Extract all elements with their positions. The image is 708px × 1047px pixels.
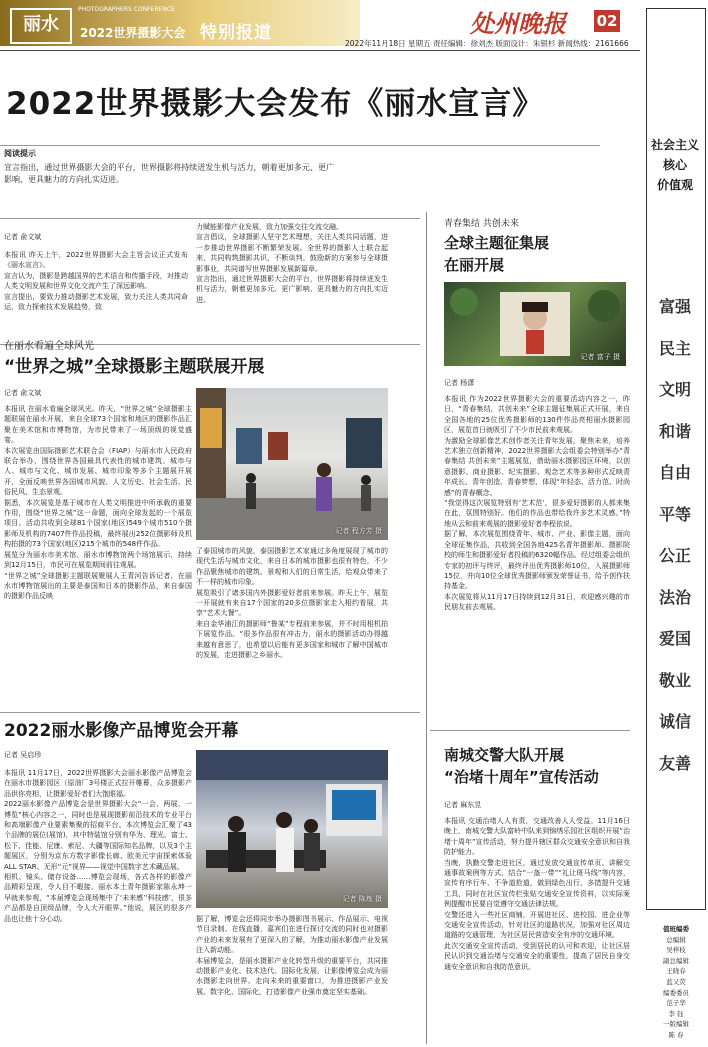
staff-line: 王晓春 bbox=[666, 967, 686, 976]
value-item: 诚信 bbox=[658, 712, 691, 731]
expo-photo-art bbox=[196, 750, 388, 908]
article2-col1: 本报讯 在丽水看遍全球风光。昨天，“世界之城”全球摄影主题联展在丽水开展，来自全球73个国家和地区的摄影作品汇聚在美术馆和市博物馆，为市民带来了一场顶级的视觉盛宴。 本次展览由国际摄影艺术联合会（FIAP）与丽水市人民政府联合举办，围绕世界各国最具代表性的城市建筑、城市与人、城市与文化、城市发展、城市印象等多个主题展开展开，全面反映世界各国城市风貌、人文历史、社会生活、民俗民风、生态景观。 据悉，本次展览是基于城市在人类文明推进中所承载的重要作用，围绕“世界之城”这一命题，面向全球发起的一个展览项目。活动共收到全球81个国家(地区)549个城市510个摄影师及机构的7407件作品投稿，最终展出252位摄影师及机构拍摄的73个国家(地区)215个城市的548件作品。 展览分为丽水市美术馆、丽水市博物馆两个场馆展示，持续到12月15日，市民可在展览期间前往观展。 “世界之城”全球摄影主题联展聚展人王青河告诉记者，在丽水市博物馆展出的主要是泰国和日本的摄影作品，来自泰国的摄影作品反映 bbox=[4, 405, 192, 601]
article5-byline: 记者 麻东昱 bbox=[444, 801, 482, 809]
photo1-credit: 记者 程方芳 摄 bbox=[335, 527, 382, 535]
staff-box bbox=[650, 924, 702, 1041]
article3-title: 2022丽水影像产品博览会开幕 bbox=[4, 721, 239, 741]
value-item: 富强 bbox=[658, 297, 691, 316]
value-item: 公正 bbox=[658, 546, 691, 565]
staff-line: 陈 春 bbox=[668, 1030, 684, 1039]
staff-line: 蓝又荧 bbox=[666, 977, 686, 986]
expo-photo bbox=[196, 750, 388, 908]
main-headline: 2022世界摄影大会发布《丽水宣言》 bbox=[6, 86, 545, 122]
photo3-credit: 记者 陈炼 摄 bbox=[342, 895, 382, 903]
values-heading-line2: 核心 bbox=[662, 158, 687, 172]
portrait-photo bbox=[444, 282, 626, 366]
article4-title-line1: 全球主题征集展 bbox=[444, 234, 550, 252]
value-item: 法治 bbox=[658, 587, 691, 607]
exhibition-photo-art bbox=[196, 388, 388, 540]
article5-text: 本报讯 交通治堵人人有责，交通改善人人受益。11月16日晚上，南城交警大队富岭中队来到锦绣乐园社区组织开展“治堵十周年”宣传活动，努力提升辖区群众交通安全意识和自我防护能力。 当晚，执勤交警走进社区，通过发放交通宣传单页、讲解交通事故案例等方式，结合“一盔一带”“礼让斑马线”等内容，宣传有序行车、不争道抢道，做到绿色出行，多措提升交通工具，同时在社区宣传栏张贴交通安全宣传资料，以实际案例提醒市民要自觉遵守交通法律法规。 交警还进入一些社区商铺，开展进社区、进校园、进企业等交通安全宣传活动，针对社区的道路状况，加强对社区周边道路的交通管理，为社区居民营造安全有序的交通环境。 此次交通安全宣传活动，受到居民的认可和欢迎，让社区居民认识到交通治堵与交通安全的重要性，提高了居民自身交通安全意识和自我防范意识。 bbox=[444, 817, 630, 971]
article2-kicker: 在丽水看遍全球风光 bbox=[4, 341, 94, 352]
values-list bbox=[646, 286, 704, 784]
value-item: 敬业 bbox=[658, 670, 691, 690]
page-number: 02 bbox=[594, 10, 620, 32]
values-heading-line1: 社会主义 bbox=[650, 138, 699, 152]
paper-name: 处州晚报 bbox=[470, 9, 566, 38]
article4-byline: 记者 杨潇 bbox=[444, 379, 475, 387]
value-item: 平等 bbox=[658, 504, 691, 524]
staff-line: 总编辑 bbox=[666, 935, 686, 944]
article4-title-line2: 在丽开展 bbox=[444, 256, 505, 274]
staff-line: 一版编辑 bbox=[663, 1020, 689, 1029]
article3-col2: 据了解，博览会还将同步举办摄影图书展示、作品展示、电视节目录制、在线直播，嘉宾们在进行探讨交流的同时也对摄影产业的未来发展有了更深入的了解，为推动丽水影像产业发展注入新动能。 本届博览会，是丽水摄影产业化转型升级的重要平台，共同推动摄影产业化、技术迭代、国际化发展，让影像博览会成为丽水摄影走向世界、走向未来的重要窗口，为推进摄影产业发展、数字化、国际化，打造影像产业强市奠定坚实基础。 bbox=[196, 915, 388, 996]
reading-text: 宣言指出，通过世界摄影大会的平台，世界摄影将持续迸发生机与活力，朝着更加多元、更广影响、更具魅力的方向扎实迈进。 bbox=[4, 163, 334, 184]
header-info: 2022年11月18日 星期五 责任编辑：徐刘杰 版面设计：朱银杉 新闻热线：2161666 bbox=[345, 39, 629, 48]
article3-col1: 本报讯 11月17日，2022世界摄影大会丽水影像产品博览会在丽水市摄影园区（原油厂3号楼正式拉开帷幕，众多摄影产品供你亮相，让摄影爱好者们大饱眼福。 2022丽水影像产品博览会是世界摄影大会“一会、两展、一博览”核心内容之一，同时也是展现摄影前沿技术的专业平台和高端影像产业要素集聚的招商平台。本次博览会汇聚了43个品牌的展位(展馆)，其中特装馆分别有华为、理光、富士、松下、佳能、尼康、索尼、大疆等国际知名品牌，以及3个主题展区，分别为京东方数字影像长廊、欧美元宇宙探索体验 ALL STAR、无形“元”视界——视觉中国数字艺术藏品展。 相机、镜头、储存设备……博览会现场，各式各样的影像产品精彩呈现，令人目不暇接。丽水本土青年摄影家陈永坤一早就来参观，“本届博览会现场集中了‘未来感’‘科技感’，很多产品都是自顶级品牌，令人大开眼界。”他说，展区的很多产品也让他十分心动。 bbox=[4, 769, 192, 923]
value-item: 民主 bbox=[658, 338, 691, 358]
article5-title-line2: “治堵十周年”宣传活动 bbox=[444, 768, 599, 786]
article4-text: 本报讯 作为2022世界摄影大会的重要活动内容之一，昨日，“青春集结，共创未来”全球主题征集展正式开展，来自全国各地的25位优秀摄影师的130件作品亮相丽水摄影园区，展览首日就吸引了不少市民前来观展。 为激励全球影像艺术创作者关注青年发展，聚焦未来，培养艺术独立创新精神，2022世界摄影大会组委会特别举办“青春集结 共创未来”主题展览，借助丽水摄影园区环境，以创意摄影、商业摄影、纪实摄影、观念艺术等多种形式反映青年成长、青年创造、青春梦想，体现“年轻态、活力范、时尚感”的青春概念。 “我觉得这次展览特别有‘艺术范’，很多爱好摄影的人都来集在此，氛围特别好。他们的作品也带给我许多艺术灵感。”特地从云和前来观展的摄影爱好者李程依说。 据了解，本次展览围绕青年、城市、产业、影像主题，面向全球征集作品，共收到全国各地425名青年摄影师、摄影院校的师生和摄影爱好者投稿的6320幅作品。经过组委会组织专家的初评与终评，最终评出优秀摄影师10位，入展摄影师15位，并向10位全球优秀摄影师颁发荣誉证书，给予创作扶持基金。 本次展览将从11月17日持续到12月31日，欢迎感兴趣的市民朋友前去观展。 bbox=[444, 395, 630, 612]
header-logo-small: PHOTOGRAPHERS CONFERENCE bbox=[78, 6, 175, 13]
value-item: 爱国 bbox=[658, 629, 691, 648]
staff-line: 值班编委 bbox=[663, 925, 689, 933]
values-heading-line3: 价值观 bbox=[656, 178, 693, 192]
article1-byline: 记者 俞文斌 bbox=[4, 233, 42, 241]
article2-byline: 记者 俞文斌 bbox=[4, 389, 42, 397]
value-item: 友善 bbox=[658, 753, 691, 773]
article2-title: “世界之城”全球摄影主题联展开展 bbox=[4, 357, 265, 377]
article3-byline: 记者 吴启珍 bbox=[4, 751, 42, 759]
article4-kicker: 青春集结 共创未来 bbox=[444, 219, 519, 229]
photo2-credit: 记者 富子 摄 bbox=[580, 353, 620, 361]
values-heading bbox=[646, 135, 704, 195]
article1-col2: 力赋能影像产业发展，致力加强交往交流交融。 宣言倡议，全球摄影人坚守艺术理想，关注人类共同话题，进一步推动世界摄影不断繁荣发展。全世界的摄影人士联合起来，共同构筑摄影共识，不断谈判，鼓励新的方案参与全球摄影事业，共同谱写世界摄影发展新篇章。 宣言指出，通过世界摄影大会的平台，世界摄影将持续迸发生机与活力，朝着更加多元、更广影响、更具魅力的方向扎实迈进。 bbox=[196, 223, 388, 304]
special-report-label: 特别报道 bbox=[200, 23, 272, 43]
staff-line: 副总编辑 bbox=[663, 956, 689, 965]
article5-title-line1: 南城交警大队开展 bbox=[444, 746, 565, 764]
staff-line: 李 钰 bbox=[668, 1009, 684, 1018]
staff-line: 吴梓枝 bbox=[666, 946, 686, 955]
reading-label: 阅读提示 bbox=[4, 149, 36, 158]
article2-col2: 了泰国城市的风貌，泰国摄影艺术家通过多角度展现了城市的现代生活与城市文化，来自日本的城市摄影也很有特色，不少作品聚焦城市的建筑、景观和人们的日常生活，给观众带来了不一样的城市印象。 展览吸引了诸多国内外摄影爱好者前来参展。昨天上午，展览一开展就有来自17个国家的20多位摄影家走入相约看展，共享“艺术大餐”。 来自金华浦江的摄影师“鲁某”专程前来参展，并不时用相机拍下展览作品。“很多作品很有冲击力，丽水的摄影活动办得越来越有意思了，也希望以后能有更多国家和城市了解中国城市的发展，走进摄影之乡丽水。 bbox=[196, 547, 388, 660]
staff-line: 范子华 bbox=[666, 999, 686, 1008]
conference-label: 2022世界摄影大会 bbox=[80, 26, 186, 40]
article1-col1: 本报讯 昨天上午，2022世界摄影大会主旨会议正式发布《丽水宣言》。 宣言认为，摄影是跨越国界的艺术语言和传播手段，对推动人类文明发展和世界文化交流产生了深远影响。 宣言提出，要致力推动摄影艺术发展，致力关注人类共同命运，致力探索技术发展趋势，致 bbox=[4, 251, 188, 312]
staff-line: 编委委员 bbox=[663, 988, 689, 997]
header-logo: 丽水 bbox=[10, 8, 72, 44]
value-item: 自由 bbox=[658, 463, 691, 482]
value-item: 和谐 bbox=[658, 421, 691, 441]
value-item: 文明 bbox=[658, 380, 691, 399]
exhibition-photo bbox=[196, 388, 388, 540]
